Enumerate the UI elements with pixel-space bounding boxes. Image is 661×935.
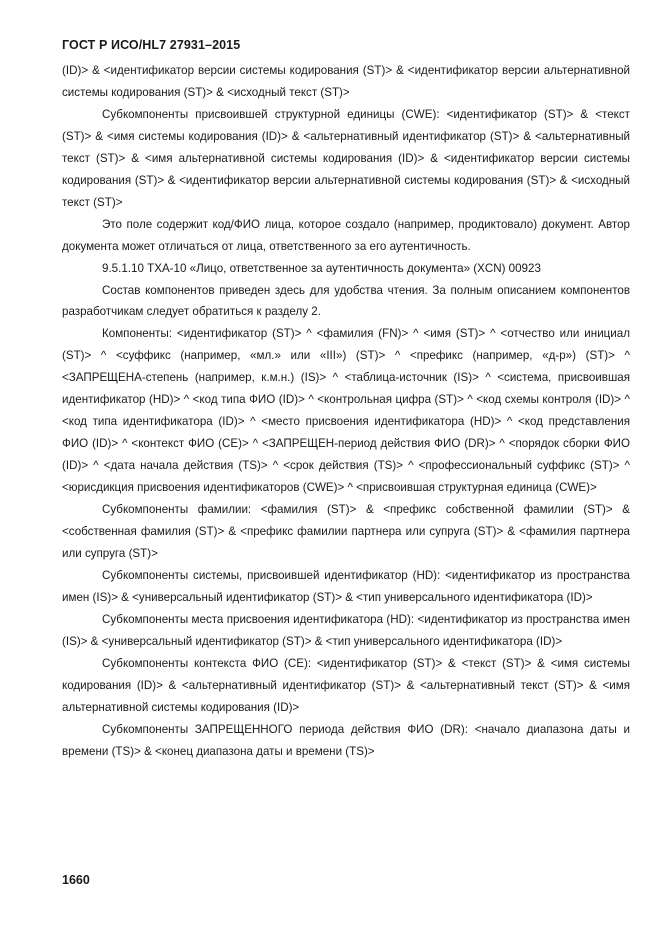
paragraph-hd-system-subcomponents: Субкомпоненты системы, присвоившей идентификатор (HD): <идентификатор из пространства имен (IS)> & <универсальный идентификатор (ST)> & <тип универсального идентификатора (ID)> [62, 568, 630, 604]
paragraph-components-list: Компоненты: <идентификатор (ST)> ^ <фамилия (FN)> ^ <имя (ST)> ^ <отчество или инициал (ST)> ^ <суффикс (например, «мл.» или «III») (ST)> ^ <префикс (например, «д-р») (ST)> ^ <ЗАПРЕЩЕНА-степень (например, к.м.н.) (IS)> ^ <таблица-источник (IS)> ^ <система, присвоившая идентификатор (HD)> ^ <код типа ФИО (ID)> ^ <контрольная цифра (ST)> ^ <код схемы контроля (ID)> ^ <код типа идентификатора (ID)> ^ <место присвоения идентификатора (HD)> ^ <код представления ФИО (ID)> ^ <контекст ФИО (CE)> ^ <ЗАПРЕЩЕН-период действия ФИО (DR)> ^ <порядок сборки ФИО (ID)> ^ <дата начала действия (TS)> ^ <срок действия (TS)> ^ <профессиональный суффикс (ST)> ^ <юрисдикция присвоения идентификаторов (CWE)> ^ <присвоившая структурная единица (CWE)> [62, 327, 630, 495]
paragraph-family-subcomponents: Субкомпоненты фамилии: <фамилия (ST)> & <префикс собственной фамилии (ST)> & <собственная фамилия (ST)> & <префикс фамилии партнера или супруга (ST)> & <фамилия партнера или супруга (ST)> [62, 503, 630, 560]
paragraph-continuation: (ID)> & <идентификатор версии системы кодирования (ST)> & <идентификатор версии альтернативной системы кодирования (ST)> & <исходный текст (ST)> [62, 64, 630, 99]
paragraph-field-description: Это поле содержит код/ФИО лица, которое создало (например, продиктовало) документ. Автор документа может отличаться от лица, ответственного за его аутентичность. [62, 217, 630, 253]
paragraph-ce-subcomponents: Субкомпоненты контекста ФИО (CE): <идентификатор (ST)> & <текст (ST)> & <имя системы кодирования (ID)> & <альтернативный идентификатор (ST)> & <альтернативный текст (ST)> & <имя альтернативной системы кодирования (ID)> [62, 656, 630, 714]
paragraph-components-note: Состав компонентов приведен здесь для удобства чтения. За полным описанием компонентов разработчикам следует обратиться к разделу 2. [62, 283, 630, 319]
page-number: 1660 [62, 873, 90, 887]
section-heading-txa-10: 9.5.1.10 ТХА-10 «Лицо, ответственное за аутентичность документа» (XCN) 00923 [102, 261, 541, 275]
paragraph-cwe-subcomponents: Субкомпоненты присвоившей структурной единицы (CWE): <идентификатор (ST)> & <текст (ST)> & <имя системы кодирования (ID)> & <альтернативный идентификатор (ST)> & <альтернативный текст (ST)> & <имя альтернативной системы кодирования (ID)> & <идентификатор версии системы кодирования (ST)> & <идентификатор версии альтернативной системы кодирования (ST)> & <исходный текст (ST)> [62, 107, 630, 209]
paragraph-hd-place-subcomponents: Субкомпоненты места присвоения идентификатора (HD): <идентификатор из пространства имен (IS)> & <универсальный идентификатор (ST)> & <тип универсального идентификатора (ID)> [62, 612, 630, 648]
page-header-standard: ГОСТ Р ИСО/HL7 27931–2015 [62, 38, 241, 52]
paragraph-dr-subcomponents: Субкомпоненты ЗАПРЕЩЕННОГО периода действия ФИО (DR): <начало диапазона даты и времени (TS)> & <конец диапазона даты и времени (TS)> [62, 722, 630, 758]
body-text [62, 60, 630, 763]
